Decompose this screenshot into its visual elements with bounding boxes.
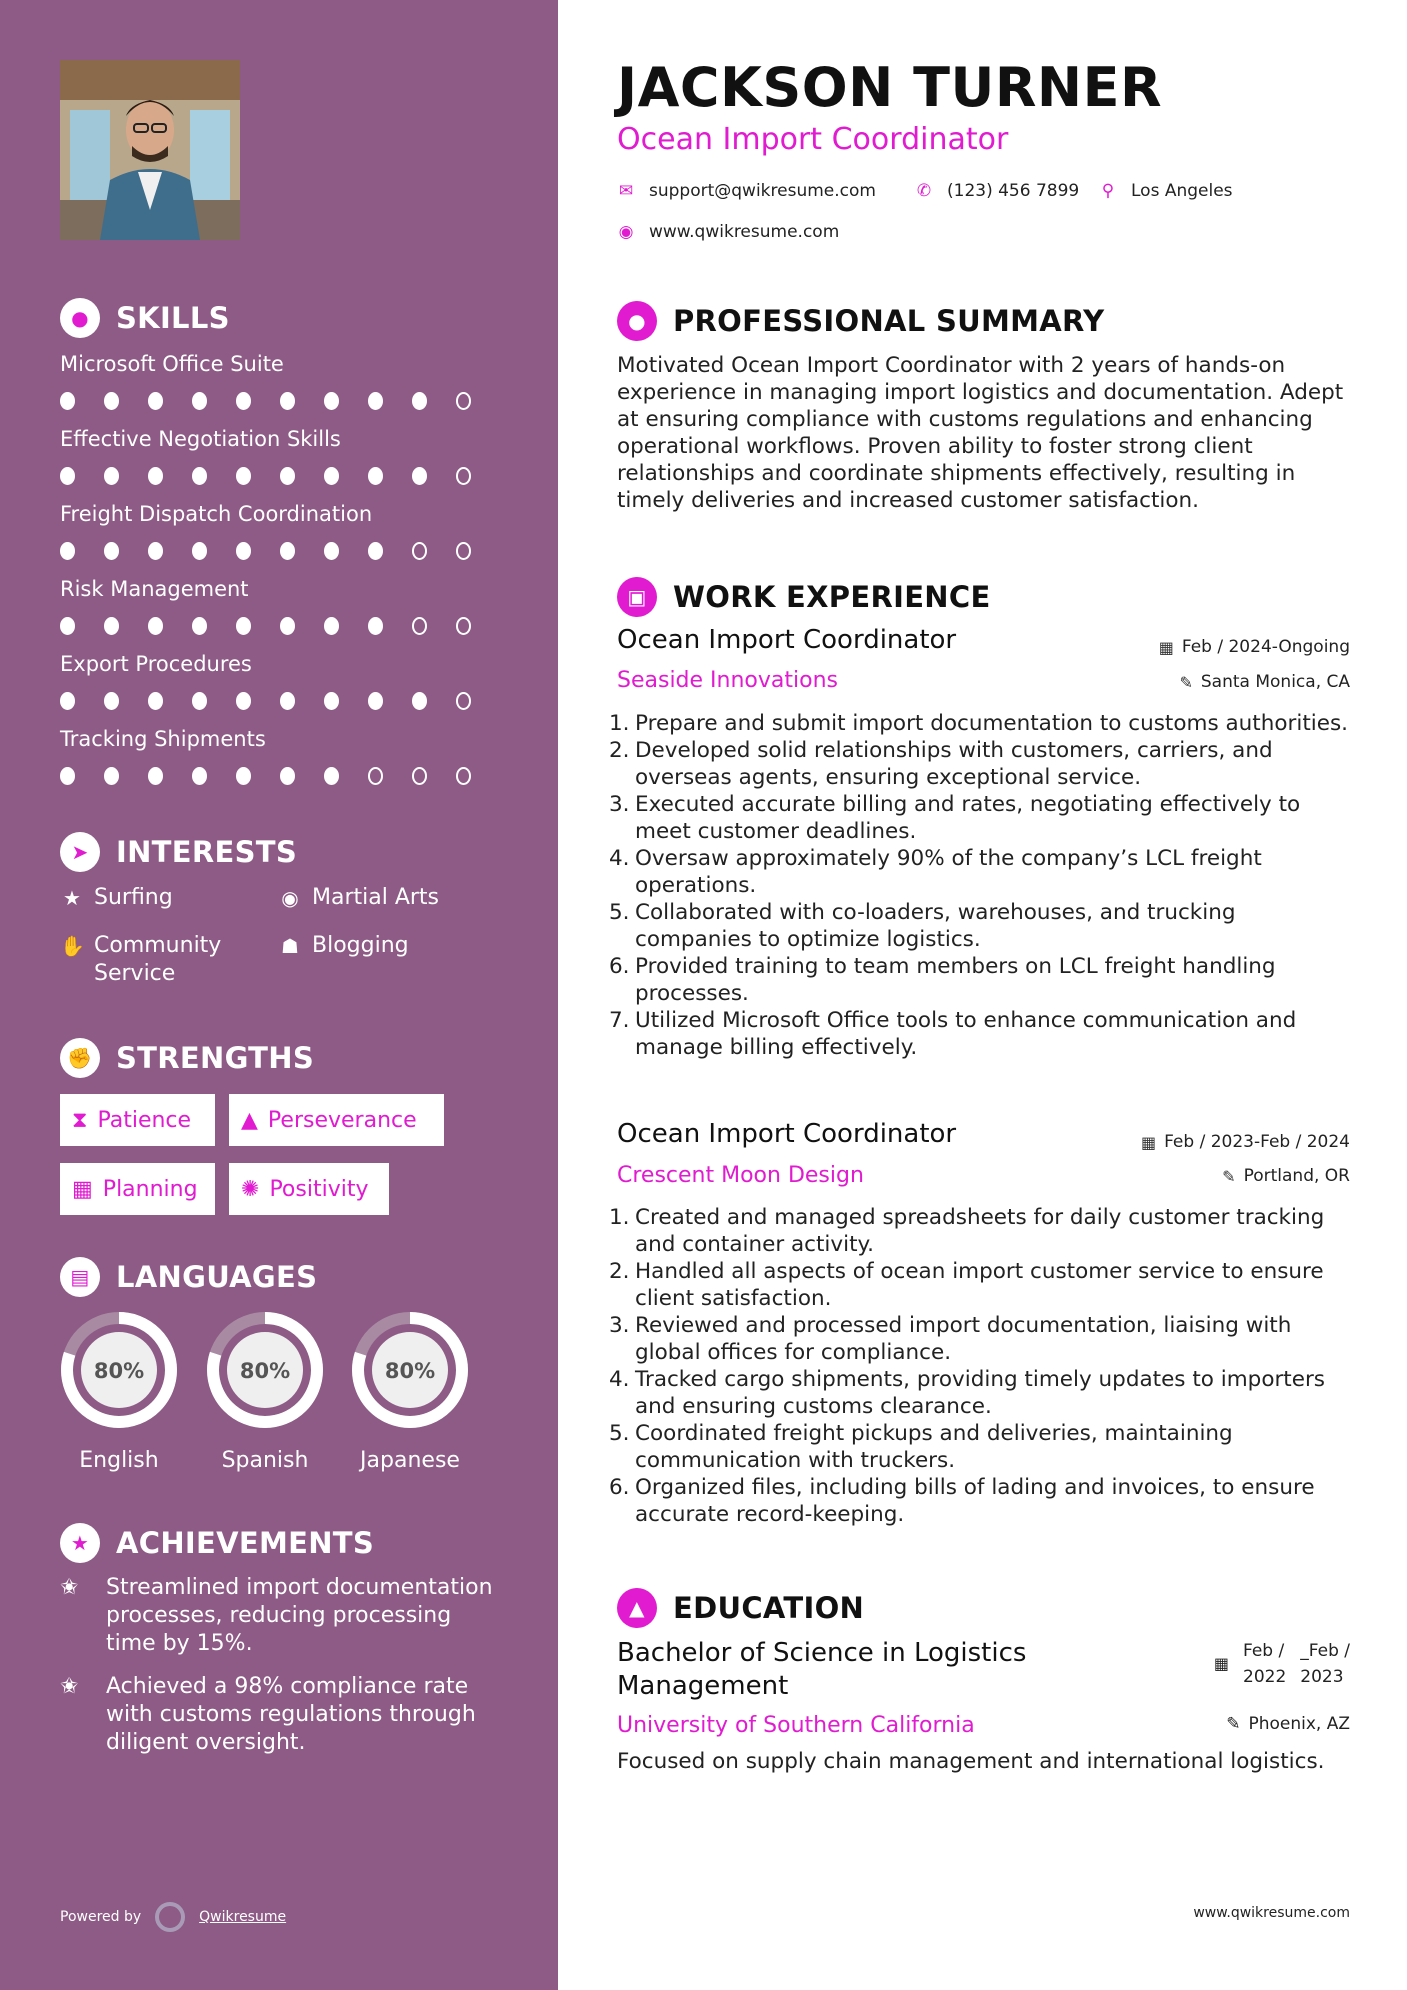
language-item <box>203 1308 327 1473</box>
interest-item: ★ Surfing <box>60 884 173 912</box>
lightbulb-icon: ● <box>60 298 100 338</box>
language-item <box>348 1308 472 1473</box>
list-item: 6. Organized files, including bills of lading and invoices, to ensure accurate record-keeping. <box>609 1475 1315 1527</box>
fist-icon: ✊ <box>60 1038 100 1078</box>
skill-rating <box>60 392 500 410</box>
rating-dot <box>236 767 251 785</box>
education-heading: ▲ EDUCATION <box>617 1588 864 1628</box>
medal-star-icon: ★ <box>60 1523 100 1563</box>
rating-dot <box>104 467 119 485</box>
rating-dot <box>104 692 119 710</box>
skill-name: Risk Management <box>60 577 249 601</box>
skill-rating <box>60 692 500 710</box>
rating-dot <box>192 617 207 635</box>
achievement-item: ✬ Streamlined import documentation processes, reducing processing time by 15%. <box>60 1575 493 1656</box>
list-item: 6. Provided training to team members on LCL freight handling processes. <box>609 954 1276 1006</box>
calendar-icon: ▦ <box>72 1176 93 1202</box>
list-item: 5. Coordinated freight pickups and deliveries, maintaining communication with truckers. <box>609 1421 1233 1473</box>
job-location: ✎ Portland, OR <box>1222 1166 1350 1186</box>
strength-badge: ▲ Perseverance <box>229 1094 444 1146</box>
rating-dot <box>456 542 471 560</box>
rating-dot <box>148 617 163 635</box>
rating-dot <box>60 542 75 560</box>
skill-item <box>60 577 500 635</box>
job-location: ✎ Santa Monica, CA <box>1179 672 1350 692</box>
strengths-heading: ✊ STRENGTHS <box>60 1038 314 1078</box>
star-icon: ★ <box>63 886 81 910</box>
job-bullets <box>609 1204 1357 1528</box>
skill-rating <box>60 467 500 485</box>
skill-rating <box>60 542 500 560</box>
skill-rating <box>60 767 500 785</box>
rating-dot <box>236 467 251 485</box>
rating-dot <box>280 542 295 560</box>
skill-item <box>60 727 500 785</box>
rating-dot <box>456 617 471 635</box>
powered-by: Powered by Qwikresume <box>60 1902 286 1932</box>
edu-dates: ▦ Feb / 2022 _Feb / 2023 <box>1214 1638 1350 1690</box>
rating-dot <box>456 767 471 785</box>
rating-dot <box>104 392 119 410</box>
language-name: English <box>79 1448 159 1473</box>
rating-dot <box>412 392 427 410</box>
list-item: 5. Collaborated with co-loaders, warehouses, and trucking companies to optimize logistics. <box>609 900 1236 952</box>
job-company: Seaside Innovations <box>617 668 838 693</box>
edu-location: ✎ Phoenix, AZ <box>1226 1714 1350 1734</box>
language-icon: ▤ <box>60 1257 100 1297</box>
hourglass-icon: ⧗ <box>72 1107 88 1133</box>
rating-dot <box>104 542 119 560</box>
job-dates: ▦ Feb / 2024-Ongoing <box>1158 637 1350 657</box>
rating-dot <box>60 617 75 635</box>
profile-photo <box>60 60 240 240</box>
language-percent: 80% <box>384 1359 436 1383</box>
experience-heading: ▣ WORK EXPERIENCE <box>617 577 991 617</box>
rating-dot <box>280 392 295 410</box>
interest-item: ☗ Blogging <box>278 932 409 960</box>
skill-name: Microsoft Office Suite <box>60 352 284 376</box>
language-percent: 80% <box>239 1359 291 1383</box>
skill-name: Tracking Shipments <box>60 727 266 751</box>
shooting-star-icon: ✬ <box>60 1674 79 1699</box>
list-item: 7. Utilized Microsoft Office tools to enhance communication and manage billing effectively. <box>609 1008 1297 1060</box>
globe-icon: ◉ <box>281 886 299 910</box>
language-ring <box>348 1308 472 1432</box>
phone-icon: ✆ <box>916 181 932 201</box>
interest-item: ✋ Community Service <box>60 933 222 986</box>
graduation-icon: ▲ <box>617 1588 657 1628</box>
calendar-icon: ▦ <box>1158 637 1174 657</box>
job-company: Crescent Moon Design <box>617 1163 864 1188</box>
rating-dot <box>148 767 163 785</box>
edu-school: University of Southern California <box>617 1713 975 1738</box>
rating-dot <box>412 692 427 710</box>
paper-plane-icon: ➤ <box>60 832 100 872</box>
skills-heading: ● SKILLS <box>60 298 230 338</box>
rating-dot <box>456 392 471 410</box>
language-ring <box>57 1308 181 1432</box>
languages-heading: ▤ LANGUAGES <box>60 1257 317 1297</box>
candidate-name: JACKSON TURNER <box>617 56 1163 119</box>
candidate-role: Ocean Import Coordinator <box>617 122 1009 157</box>
rating-dot <box>324 767 339 785</box>
rating-dot <box>368 767 383 785</box>
rating-dot <box>412 467 427 485</box>
rating-dot <box>192 692 207 710</box>
rating-dot <box>456 467 471 485</box>
rating-dot <box>236 542 251 560</box>
rating-dot <box>368 542 383 560</box>
skill-item <box>60 502 500 560</box>
brand-link[interactable]: Qwikresume <box>199 1909 287 1925</box>
rating-dot <box>192 767 207 785</box>
rating-dot <box>236 692 251 710</box>
interest-item: ◉ Martial Arts <box>278 884 439 912</box>
rating-dot <box>368 467 383 485</box>
list-item: 4. Oversaw approximately 90% of the company’s LCL freight operations. <box>609 846 1262 898</box>
list-item: 2. Developed solid relationships with customers, carriers, and overseas agents, ensuring exceptional service. <box>609 738 1273 790</box>
calendar-icon: ▦ <box>1213 1654 1229 1673</box>
rating-dot <box>148 542 163 560</box>
rating-dot <box>104 767 119 785</box>
pin-icon: ✎ <box>1222 1166 1236 1186</box>
chair-icon: ▣ <box>617 577 657 617</box>
edu-degree: Bachelor of Science in Logistics Management <box>617 1638 1027 1701</box>
list-item: 1. Prepare and submit import documentation to customs authorities. <box>609 711 1348 736</box>
map-pin-icon: ⚲ <box>1101 181 1115 201</box>
skill-rating <box>60 617 500 635</box>
list-item: 3. Executed accurate billing and rates, negotiating effectively to meet customer deadlines. <box>609 792 1301 844</box>
contact-email[interactable]: ✉ support@qwikresume.com <box>618 181 876 201</box>
skill-item <box>60 652 500 710</box>
rating-dot <box>236 617 251 635</box>
sidebar <box>0 0 558 1990</box>
rating-dot <box>368 692 383 710</box>
rating-dot <box>192 392 207 410</box>
rating-dot <box>192 542 207 560</box>
skill-name: Freight Dispatch Coordination <box>60 502 373 526</box>
rating-dot <box>280 467 295 485</box>
shooting-star-icon: ✬ <box>60 1575 79 1600</box>
globe-icon: ◉ <box>618 222 634 242</box>
edu-description: Focused on supply chain management and international logistics. <box>617 1749 1325 1774</box>
rating-dot <box>60 467 75 485</box>
job-title: Ocean Import Coordinator <box>617 625 957 655</box>
sun-icon: ✺ <box>241 1176 260 1202</box>
contact-location: ⚲ Los Angeles <box>1099 181 1233 201</box>
strength-badge: ✺ Positivity <box>229 1163 389 1215</box>
rating-dot <box>324 467 339 485</box>
list-item: 4. Tracked cargo shipments, providing timely updates to importers and ensuring customs clearance. <box>609 1367 1326 1419</box>
skill-item <box>60 427 500 485</box>
users-icon: ☗ <box>281 934 299 958</box>
contact-website[interactable]: ◉ www.qwikresume.com <box>618 222 840 242</box>
rating-dot <box>412 617 427 635</box>
rating-dot <box>324 617 339 635</box>
road-icon: ▲ <box>241 1107 258 1133</box>
list-item: 2. Handled all aspects of ocean import customer service to ensure client satisfaction. <box>609 1259 1324 1311</box>
rating-dot <box>280 767 295 785</box>
strength-badge: ⧗ Patience <box>60 1094 215 1146</box>
rating-dot <box>60 767 75 785</box>
rating-dot <box>412 767 427 785</box>
rating-dot <box>280 617 295 635</box>
rating-dot <box>368 392 383 410</box>
list-item: 1. Created and managed spreadsheets for daily customer tracking and container activity. <box>609 1205 1325 1257</box>
achievement-item: ✬ Achieved a 98% compliance rate with customs regulations through diligent oversight. <box>60 1674 476 1755</box>
job-dates: ▦ Feb / 2023-Feb / 2024 <box>1140 1132 1350 1152</box>
language-name: Japanese <box>360 1448 460 1473</box>
rating-dot <box>236 392 251 410</box>
rating-dot <box>60 692 75 710</box>
rating-dot <box>324 542 339 560</box>
rating-dot <box>60 392 75 410</box>
envelope-icon: ✉ <box>618 181 634 201</box>
list-item: 3. Reviewed and processed import documentation, liaising with global offices for compliance. <box>609 1313 1292 1365</box>
skill-item <box>60 352 500 410</box>
rating-dot <box>148 467 163 485</box>
pin-icon: ✎ <box>1179 672 1193 692</box>
rating-dot <box>104 617 119 635</box>
pin-icon: ✎ <box>1226 1714 1241 1734</box>
calendar-icon: ▦ <box>1140 1132 1157 1152</box>
interests-heading: ➤ INTERESTS <box>60 832 297 872</box>
job-bullets <box>609 710 1357 1061</box>
main-content <box>558 0 1407 1990</box>
skill-name: Effective Negotiation Skills <box>60 427 341 451</box>
language-percent: 80% <box>93 1359 145 1383</box>
footer-website[interactable]: www.qwikresume.com <box>1193 1905 1350 1921</box>
strength-badge: ▦ Planning <box>60 1163 215 1215</box>
achievements-heading: ★ ACHIEVEMENTS <box>60 1523 374 1563</box>
qwikresume-logo-icon <box>155 1902 185 1932</box>
rating-dot <box>192 467 207 485</box>
rating-dot <box>412 542 427 560</box>
contact-phone: ✆ (123) 456 7899 <box>916 181 1080 201</box>
rating-dot <box>324 692 339 710</box>
language-ring <box>203 1308 327 1432</box>
rating-dot <box>324 392 339 410</box>
job-title: Ocean Import Coordinator <box>617 1119 957 1149</box>
skill-name: Export Procedures <box>60 652 252 676</box>
language-item <box>57 1308 181 1473</box>
summary-heading: ● PROFESSIONAL SUMMARY <box>617 301 1104 341</box>
hand-icon: ✋ <box>60 934 85 958</box>
user-icon: ● <box>617 301 657 341</box>
language-name: Spanish <box>221 1448 309 1473</box>
rating-dot <box>280 692 295 710</box>
rating-dot <box>148 392 163 410</box>
rating-dot <box>148 692 163 710</box>
summary-text: Motivated Ocean Import Coordinator with 2 years of hands-on experience in managing import logistics and documentation. Adept at ensuring compliance with customs regulations and enhancing operational workflows. Proven ability to foster strong client relationships and coordinate shipments effectively, resulting in timely deliveries and increased customer satisfaction. <box>617 353 1344 513</box>
rating-dot <box>456 692 471 710</box>
rating-dot <box>368 617 383 635</box>
